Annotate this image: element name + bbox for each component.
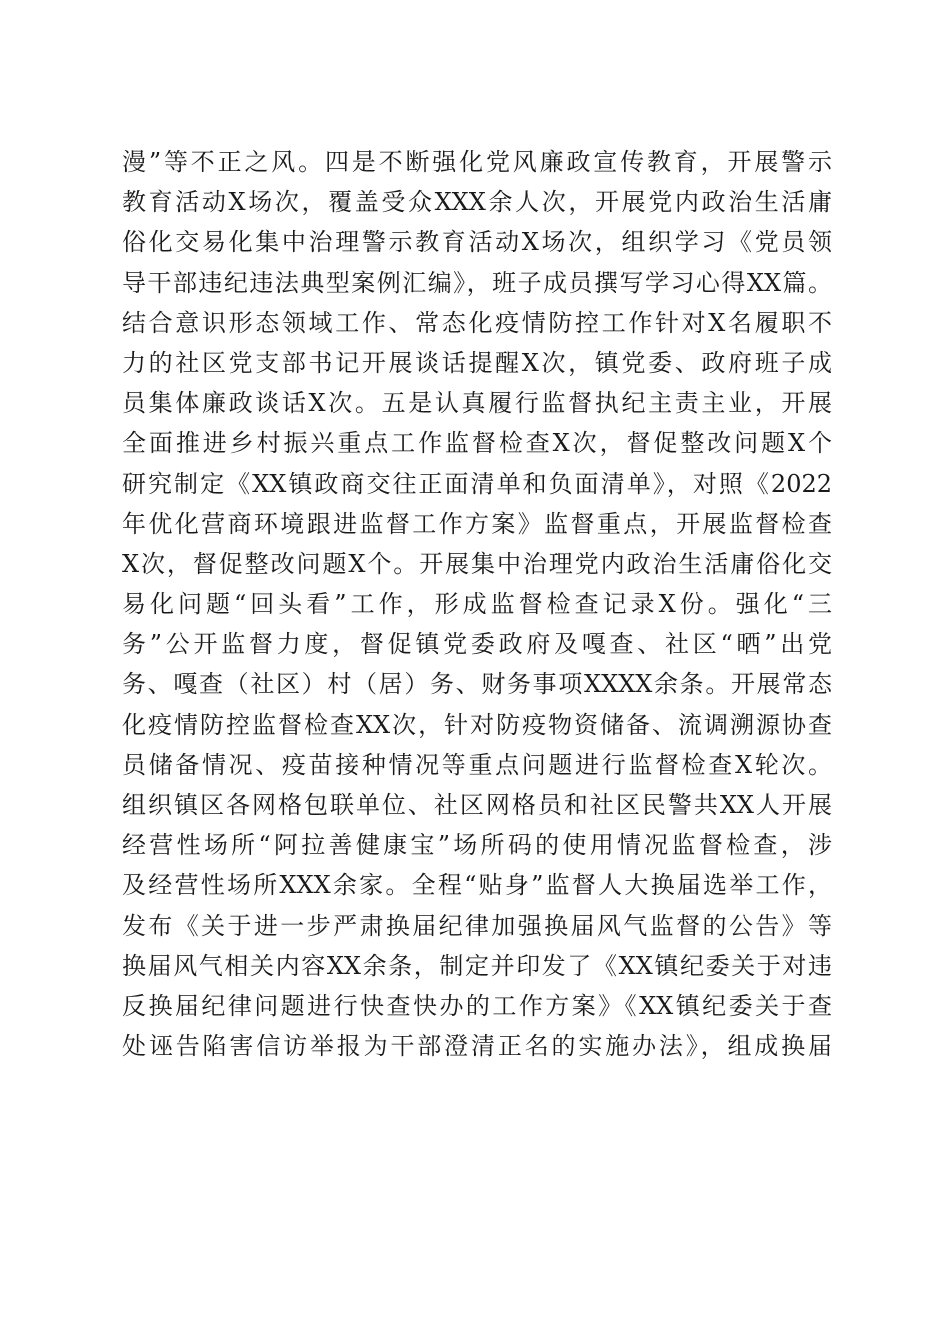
text-line: 研究制定《XX镇政商交往正面清单和负面清单》，对照《2022 bbox=[122, 469, 832, 498]
text-line: 力的社区党支部书记开展谈话提醒X次，镇党委、政府班子成 bbox=[122, 348, 832, 377]
text-line: 俗化交易化集中治理警示教育活动X场次，组织学习《党员领 bbox=[122, 228, 832, 257]
text-line: 务、嘎查（社区）村（居）务、财务事项XXXX余条。开展常态 bbox=[122, 670, 832, 699]
text-line: 务”公开监督力度，督促镇党委政府及嘎查、社区“晒”出党 bbox=[122, 630, 832, 659]
text-line: 导干部违纪违法典型案例汇编》，班子成员撰写学习心得XX篇。 bbox=[122, 268, 832, 297]
text-line: 员储备情况、疫苗接种情况等重点问题进行监督检查X轮次。 bbox=[122, 750, 832, 779]
text-line: 漫”等不正之风。四是不断强化党风廉政宣传教育，开展警示 bbox=[122, 148, 832, 176]
body-paragraph bbox=[122, 142, 832, 1066]
text-line: 教育活动X场次，覆盖受众XXX余人次，开展党内政治生活庸 bbox=[122, 188, 832, 217]
text-line: 化疫情防控监督检查XX次，针对防疫物资储备、流调溯源协查 bbox=[122, 710, 832, 739]
text-line: 员集体廉政谈话X次。五是认真履行监督执纪主责主业，开展 bbox=[122, 389, 832, 418]
text-line: 易化问题“回头看”工作，形成监督检查记录X份。强化“三 bbox=[122, 590, 832, 619]
text-line: 换届风气相关内容XX余条，制定并印发了《XX镇纪委关于对违 bbox=[122, 951, 832, 980]
text-line: 反换届纪律问题进行快查快办的工作方案》《XX镇纪委关于查 bbox=[122, 991, 832, 1020]
text-line: 发布《关于进一步严肃换届纪律加强换届风气监督的公告》等 bbox=[122, 911, 832, 940]
text-line: 年优化营商环境跟进监督工作方案》监督重点，开展监督检查 bbox=[122, 509, 832, 538]
text-line: 经营性场所“阿拉善健康宝”场所码的使用情况监督检查，涉 bbox=[122, 831, 832, 860]
text-line: 处诬告陷害信访举报为干部澄清正名的实施办法》，组成换届 bbox=[122, 1032, 832, 1061]
text-line: 及经营性场所XXX余家。全程“贴身”监督人大换届选举工作， bbox=[122, 871, 832, 900]
text-line: 组织镇区各网格包联单位、社区网格员和社区民警共XX人开展 bbox=[122, 791, 832, 819]
text-line: X次，督促整改问题X个。开展集中治理党内政治生活庸俗化交 bbox=[122, 549, 832, 578]
text-line: 结合意识形态领域工作、常态化疫情防控工作针对X名履职不 bbox=[122, 308, 832, 337]
text-line: 全面推进乡村振兴重点工作监督检查X次，督促整改问题X个 bbox=[122, 429, 832, 458]
